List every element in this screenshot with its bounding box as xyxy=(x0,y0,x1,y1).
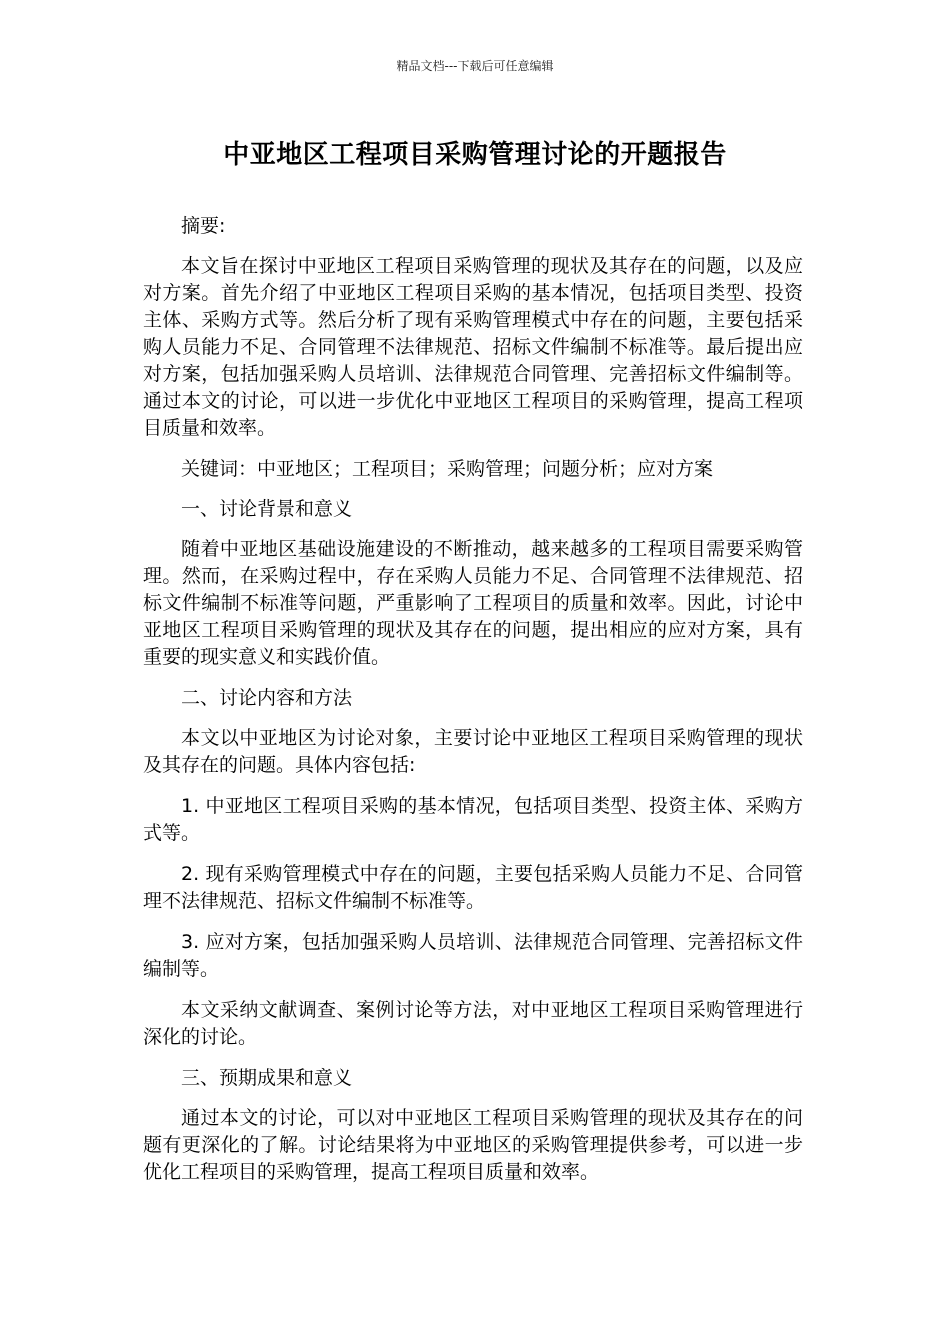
method-paragraph: 本文采纳文献调查、案例讨论等方法，对中亚地区工程项目采购管理进行深化的讨论。 xyxy=(143,999,803,1048)
expected-results-paragraph: 通过本文的讨论，可以对中亚地区工程项目采购管理的现状及其存在的问题有更深化的了解。讨论结果将为中亚地区的采购管理提供参考，可以进一步优化工程项目的采购管理，提高工程项目质量和效率。 xyxy=(143,1107,803,1183)
document-title: 中亚地区工程项目采购管理讨论的开题报告 xyxy=(223,140,727,170)
document-body xyxy=(143,213,803,1200)
abstract-label: 摘要: xyxy=(181,215,226,237)
content-item-1: 1. 中亚地区工程项目采购的基本情况，包括项目类型、投资主体、采购方式等。 xyxy=(143,795,803,844)
section-heading-background: 一、讨论背景和意义 xyxy=(181,498,353,520)
background-paragraph: 随着中亚地区基础设施建设的不断推动，越来越多的工程项目需要采购管理。然而，在采购过程中，存在采购人员能力不足、合同管理不法律规范、招标文件编制不标准等问题，严重影响了工程项目的质量和效率。因此，讨论中亚地区工程项目采购管理的现状及其存在的问题，提出相应的应对方案，具有重要的现实意义和实践价值。 xyxy=(143,538,803,668)
keywords-line: 关键词：中亚地区；工程项目；采购管理；问题分析；应对方案 xyxy=(181,458,714,480)
content-item-2: 2. 现有采购管理模式中存在的问题，主要包括采购人员能力不足、合同管理不法律规范、招标文件编制不标准等。 xyxy=(143,863,803,912)
section-heading-content-method: 二、讨论内容和方法 xyxy=(181,687,353,709)
section-heading-expected-results: 三、预期成果和意义 xyxy=(181,1067,353,1089)
abstract-paragraph: 本文旨在探讨中亚地区工程项目采购管理的现状及其存在的问题，以及应对方案。首先介绍了中亚地区工程项目采购的基本情况，包括项目类型、投资主体、采购方式等。然后分析了现有采购管理模式中存在的问题，主要包括采购人员能力不足、合同管理不法律规范、招标文件编制不标准等。最后提出应对方案，包括加强采购人员培训、法律规范合同管理、完善招标文件编制等。通过本文的讨论，可以进一步优化中亚地区工程项目的采购管理，提高工程项目质量和效率。 xyxy=(143,255,803,439)
header-watermark: 精品文档---下载后可任意编辑 xyxy=(396,59,554,73)
content-intro-paragraph: 本文以中亚地区为讨论对象，主要讨论中亚地区工程项目采购管理的现状及其存在的问题。具体内容包括: xyxy=(143,727,803,776)
content-item-3: 3. 应对方案，包括加强采购人员培训、法律规范合同管理、完善招标文件编制等。 xyxy=(143,931,803,980)
